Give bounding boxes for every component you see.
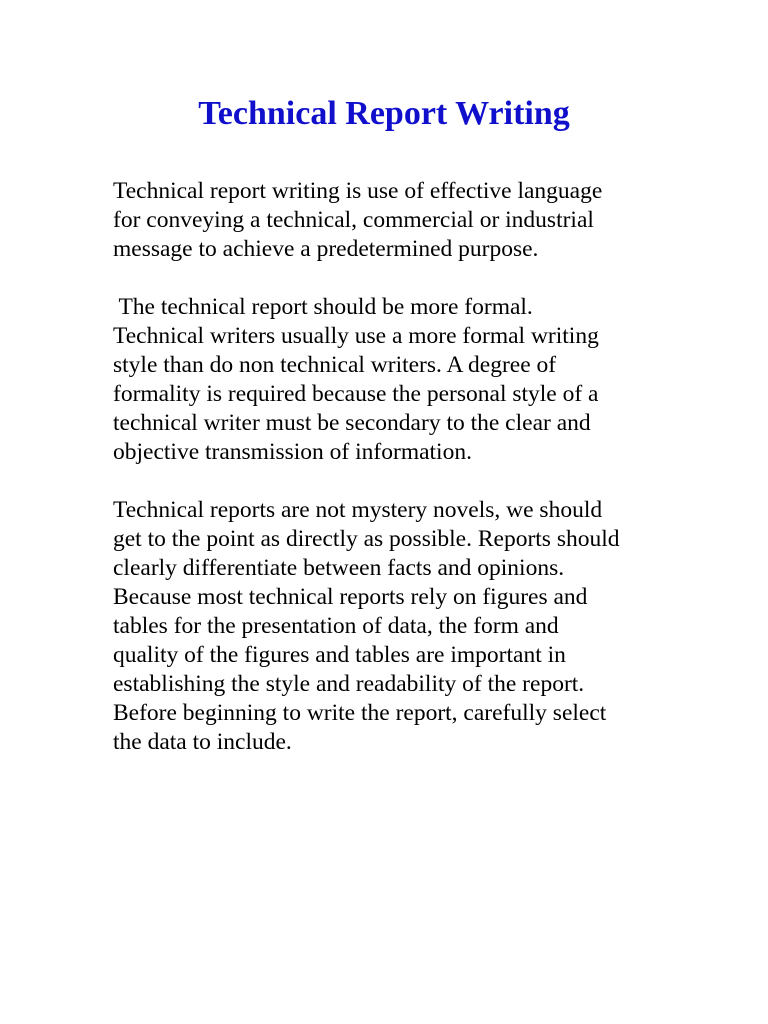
text-line: Technical writers usually use a more formal writing	[113, 323, 599, 349]
text-line: technical writer must be secondary to the clear and	[113, 410, 591, 436]
text-line: Because most technical reports rely on figures and	[113, 584, 588, 610]
text-line: formality is required because the personal style of a	[113, 381, 599, 407]
text-line: Technical reports are not mystery novels, we should	[113, 497, 603, 523]
text-line: The technical report should be more formal.	[113, 294, 533, 320]
text-line: clearly differentiate between facts and opinions.	[113, 555, 565, 581]
paragraph-3	[113, 496, 673, 757]
text-line: get to the point as directly as possible. Reports should	[113, 526, 620, 552]
text-line: establishing the style and readability of the report.	[113, 671, 585, 697]
document-title: Technical Report Writing	[198, 95, 570, 132]
text-line: objective transmission of information.	[113, 439, 472, 465]
text-line: Technical report writing is use of effective language	[113, 178, 603, 204]
text-line: message to achieve a predetermined purpose.	[113, 236, 539, 262]
text-line: style than do non technical writers. A degree of	[113, 352, 557, 378]
paragraph-1	[113, 177, 673, 264]
text-line: tables for the presentation of data, the form and	[113, 613, 559, 639]
text-line: the data to include.	[113, 729, 292, 755]
paragraph-2	[113, 293, 673, 467]
text-line: for conveying a technical, commercial or industrial	[113, 207, 594, 233]
document-body	[113, 177, 673, 786]
text-line: Before beginning to write the report, carefully select	[113, 700, 607, 726]
text-line: quality of the figures and tables are important in	[113, 642, 566, 668]
